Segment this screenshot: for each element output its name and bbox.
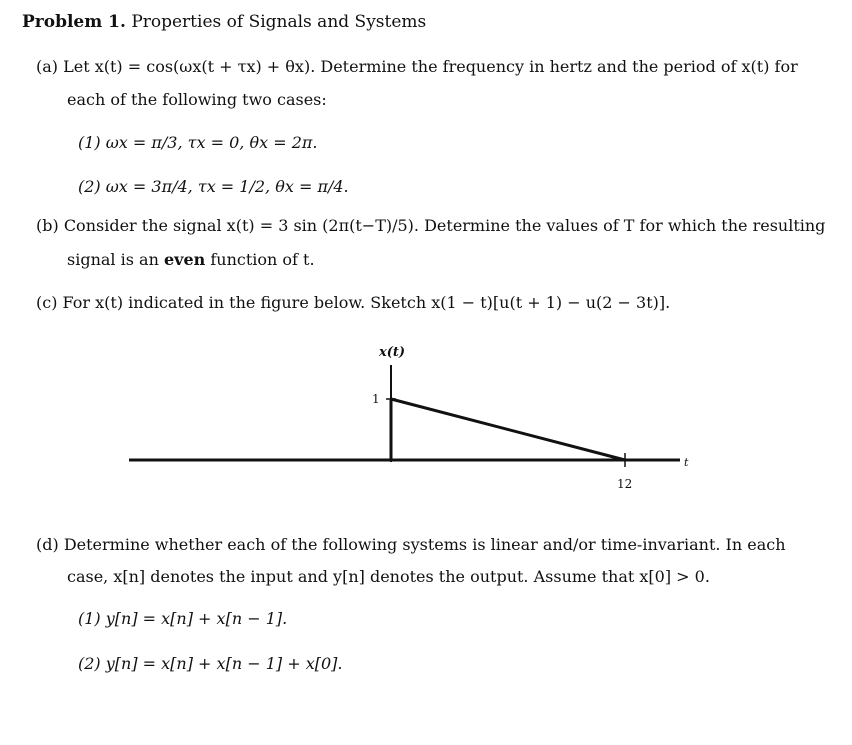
- part-b-line1: (b) Consider the signal x(t) = 3 sin (2π(t−T)/5). Determine the values of T for which the resulting: [36, 216, 826, 235]
- signal-label: x(t): [379, 345, 406, 360]
- part-a-line1: (a) Let x(t) = cos(ωx(t + τx) + θx). Determine the frequency in hertz and the period of x(t) for: [36, 57, 798, 76]
- signal-ramp: [391, 399, 625, 460]
- part-d-line2: case, x[n] denotes the input and y[n] denotes the output. Assume that x[0] > 0.: [67, 567, 710, 586]
- part-d-line1: (d) Determine whether each of the following systems is linear and/or time-invariant. In each: [36, 535, 786, 554]
- problem-title-text: Properties of Signals and Systems: [131, 12, 427, 32]
- part-a-line2: each of the following two cases:: [67, 90, 327, 109]
- time-axis-label: t: [684, 456, 689, 469]
- problem-heading: Problem 1.: [22, 12, 126, 32]
- x-tick-label: 12: [617, 477, 633, 491]
- part-b-line2-post: function of t.: [205, 250, 315, 269]
- part-b-line2-pre: signal is an: [67, 250, 164, 269]
- part-a-case2: (2) ωx = 3π/4, τx = 1/2, θx = π/4.: [78, 177, 349, 196]
- part-c-line1: (c) For x(t) indicated in the figure below. Sketch x(1 − t)[u(t + 1) − u(2 − 3t)].: [36, 293, 671, 312]
- part-d-case1: (1) y[n] = x[n] + x[n − 1].: [78, 609, 288, 628]
- y-tick-label: 1: [372, 392, 380, 406]
- part-b-even-word: even: [163, 250, 206, 269]
- part-d-case2: (2) y[n] = x[n] + x[n − 1] + x[0].: [78, 654, 343, 673]
- part-a-case1: (1) ωx = π/3, τx = 0, θx = 2π.: [78, 133, 318, 152]
